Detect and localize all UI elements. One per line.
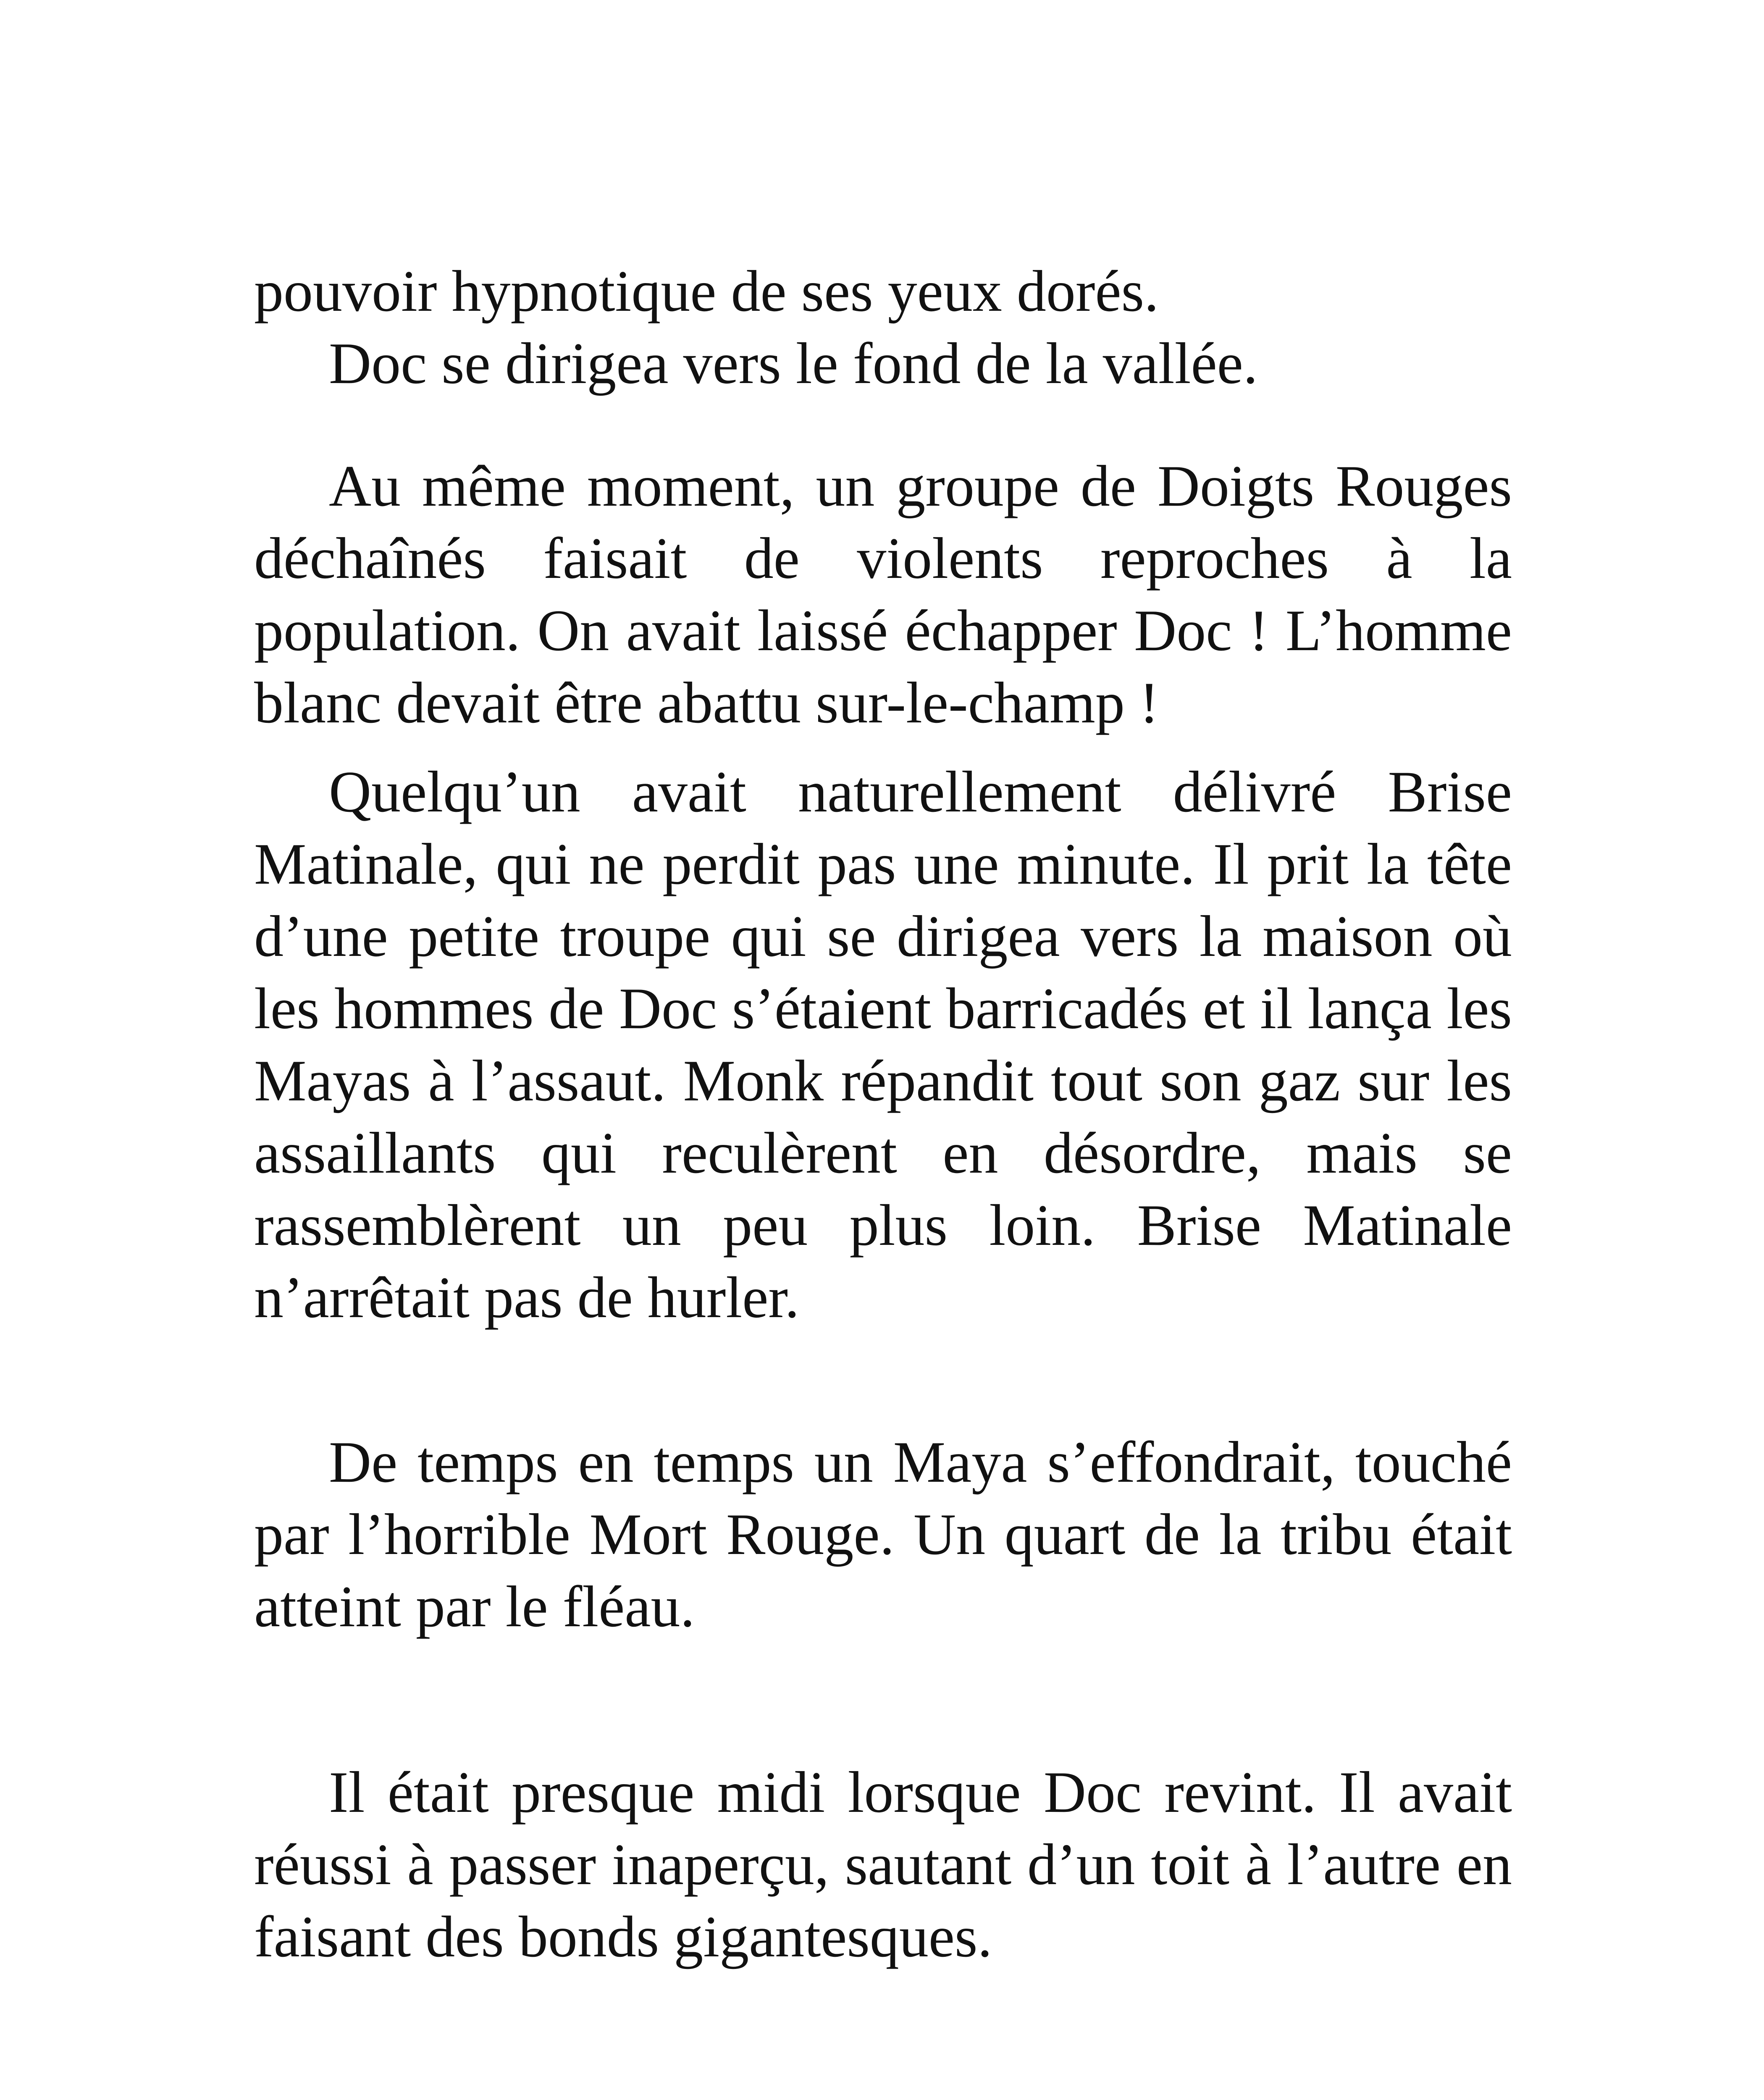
paragraph: Quelqu’un avait naturellement délivré Brise Matinale, qui ne perdit pas une minute. Il prit la tête d’une petite troupe qui se dirigea vers la maison où les hommes de Doc s’étaient barricadés et il lança les Mayas à l’assaut. Monk répandit tout son gaz sur les assaillants qui reculèrent en désordre, mais se rassemblèrent un peu plus loin. Brise Matinale n’arrêtait pas de hurler. (254, 759, 1512, 1330)
paragraph: Doc se dirigea vers le fond de la vallée. (329, 331, 1258, 396)
paragraph: De temps en temps un Maya s’effondrait, touché par l’horrible Mort Rouge. Un quart de la tribu était atteint par le fléau. (254, 1430, 1512, 1639)
paragraph-continuation: pouvoir hypnotique de ses yeux dorés. (254, 259, 1159, 324)
paragraph: Au même moment, un groupe de Doigts Rouges déchaînés faisait de violents reproches à la population. On avait laissé échapper Doc ! L’homme blanc devait être abattu sur-le-champ ! (254, 454, 1512, 735)
paragraph: Il était presque midi lorsque Doc revint. Il avait réussi à passer inaperçu, sautant d’un toit à l’autre en faisant des bonds gigantesques. (254, 1760, 1512, 1969)
